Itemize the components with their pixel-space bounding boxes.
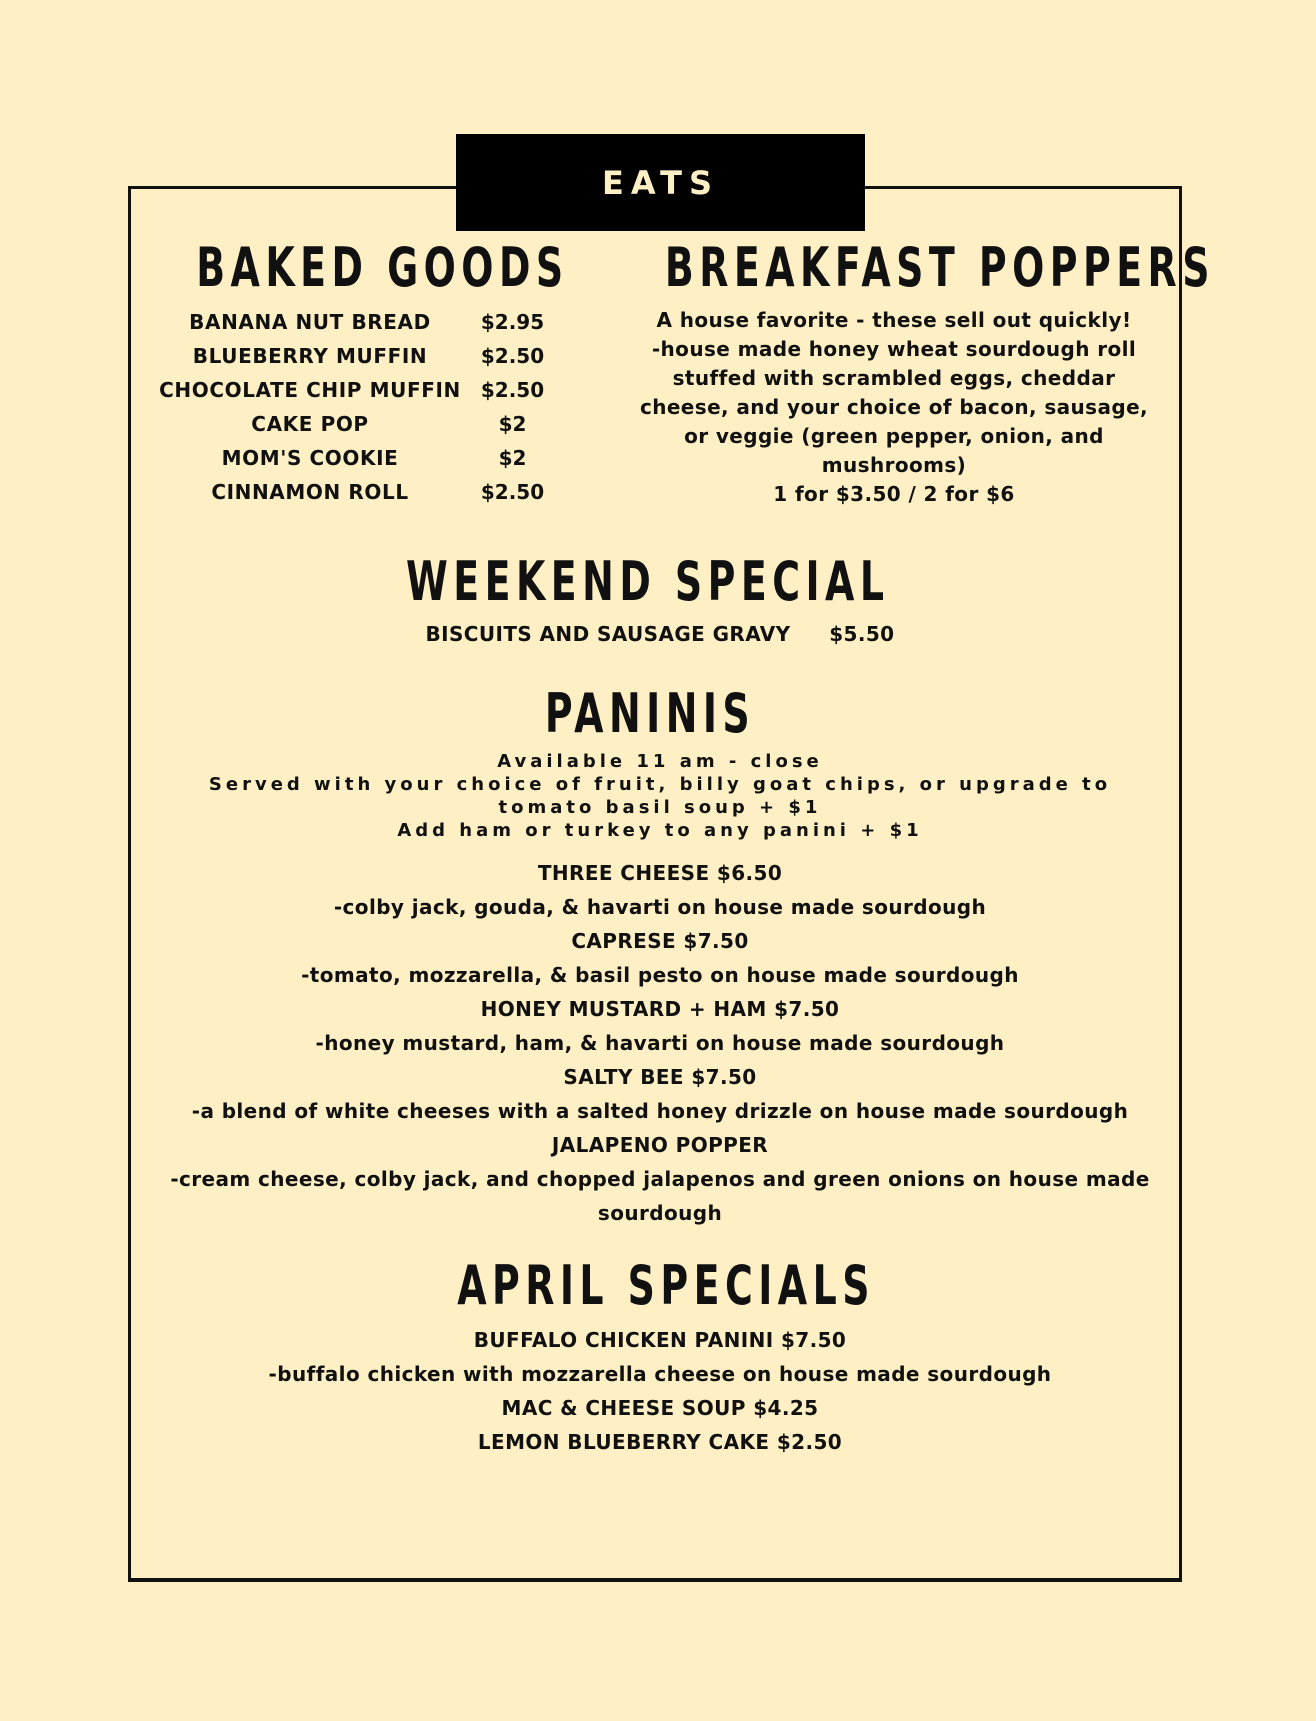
- menu-item-description: -tomato, mozzarella, & basil pesto on house made sourdough: [301, 963, 1019, 987]
- menu-item-description: sourdough: [597, 1201, 723, 1225]
- baked-goods-list: [150, 305, 560, 509]
- description-line: or veggie (green pepper, onion, and: [684, 424, 1104, 448]
- weekend-special-item: [140, 617, 1180, 651]
- menu-item: JALAPENO POPPER: [551, 1133, 769, 1157]
- item-price: $2: [498, 446, 527, 470]
- item-name: BLUEBERRY MUFFIN: [192, 344, 428, 368]
- menu-item: SALTY BEE $7.50: [563, 1065, 757, 1089]
- item-name: CAKE POP: [251, 412, 369, 436]
- menu-item-description: -buffalo chicken with mozzarella cheese on house made sourdough: [268, 1362, 1052, 1386]
- eats-banner: [456, 134, 865, 231]
- menu-item: HONEY MUSTARD + HAM $7.50: [480, 997, 840, 1021]
- banner-title: EATS: [601, 163, 719, 202]
- list-item: [150, 441, 560, 475]
- paninis-heading: PANINIS: [544, 682, 756, 745]
- item-name: MOM'S COOKIE: [221, 446, 399, 470]
- weekend-special-heading: WEEKEND SPECIAL: [406, 550, 890, 613]
- menu-item: CAPRESE $7.50: [571, 929, 749, 953]
- description-line: -house made honey wheat sourdough roll: [651, 337, 1137, 361]
- item-name: CINNAMON ROLL: [211, 480, 409, 504]
- april-specials-list: [140, 1323, 1180, 1459]
- menu-item: BUFFALO CHICKEN PANINI $7.50: [473, 1328, 847, 1352]
- breakfast-poppers-description: [628, 306, 1160, 509]
- paninis-notes: [140, 750, 1180, 842]
- description-line: stuffed with scrambled eggs, cheddar: [672, 366, 1116, 390]
- item-name: BANANA NUT BREAD: [189, 310, 431, 334]
- price-line: 1 for $3.50 / 2 for $6: [773, 482, 1015, 506]
- item-price: $5.50: [829, 622, 895, 646]
- item-name: BISCUITS AND SAUSAGE GRAVY: [425, 622, 791, 646]
- note-line: Served with your choice of fruit, billy goat chips, or upgrade to: [208, 774, 1112, 795]
- menu-item-description: -colby jack, gouda, & havarti on house made sourdough: [333, 895, 987, 919]
- item-name: CHOCOLATE CHIP MUFFIN: [159, 378, 461, 402]
- description-line: A house favorite - these sell out quickly!: [656, 308, 1132, 332]
- list-item: [150, 373, 560, 407]
- item-price: $2.50: [480, 344, 545, 368]
- list-item: [150, 339, 560, 373]
- description-line: cheese, and your choice of bacon, sausage,: [639, 395, 1149, 419]
- list-item: [150, 475, 560, 509]
- list-item: [150, 305, 560, 339]
- note-line: Available 11 am - close: [497, 751, 823, 772]
- menu-item-description: -cream cheese, colby jack, and chopped jalapenos and green onions on house made: [170, 1167, 1150, 1191]
- menu-item: LEMON BLUEBERRY CAKE $2.50: [477, 1430, 843, 1454]
- baked-goods-heading: BAKED GOODS: [196, 236, 569, 299]
- description-line: mushrooms): [821, 453, 967, 477]
- note-line: Add ham or turkey to any panini + $1: [397, 820, 923, 841]
- item-price: $2.50: [480, 480, 545, 504]
- paninis-list: [140, 856, 1180, 1230]
- item-price: $2.95: [480, 310, 545, 334]
- menu-item: THREE CHEESE $6.50: [537, 861, 783, 885]
- breakfast-poppers-heading: BREAKFAST POPPERS: [664, 236, 1215, 299]
- item-price: $2.50: [480, 378, 545, 402]
- menu-item-description: -honey mustard, ham, & havarti on house made sourdough: [315, 1031, 1005, 1055]
- item-price: $2: [498, 412, 527, 436]
- note-line: tomato basil soup + $1: [498, 797, 822, 818]
- menu-item-description: -a blend of white cheeses with a salted honey drizzle on house made sourdough: [191, 1099, 1129, 1123]
- menu-item: MAC & CHEESE SOUP $4.25: [501, 1396, 819, 1420]
- april-specials-heading: APRIL SPECIALS: [457, 1254, 875, 1317]
- list-item: [150, 407, 560, 441]
